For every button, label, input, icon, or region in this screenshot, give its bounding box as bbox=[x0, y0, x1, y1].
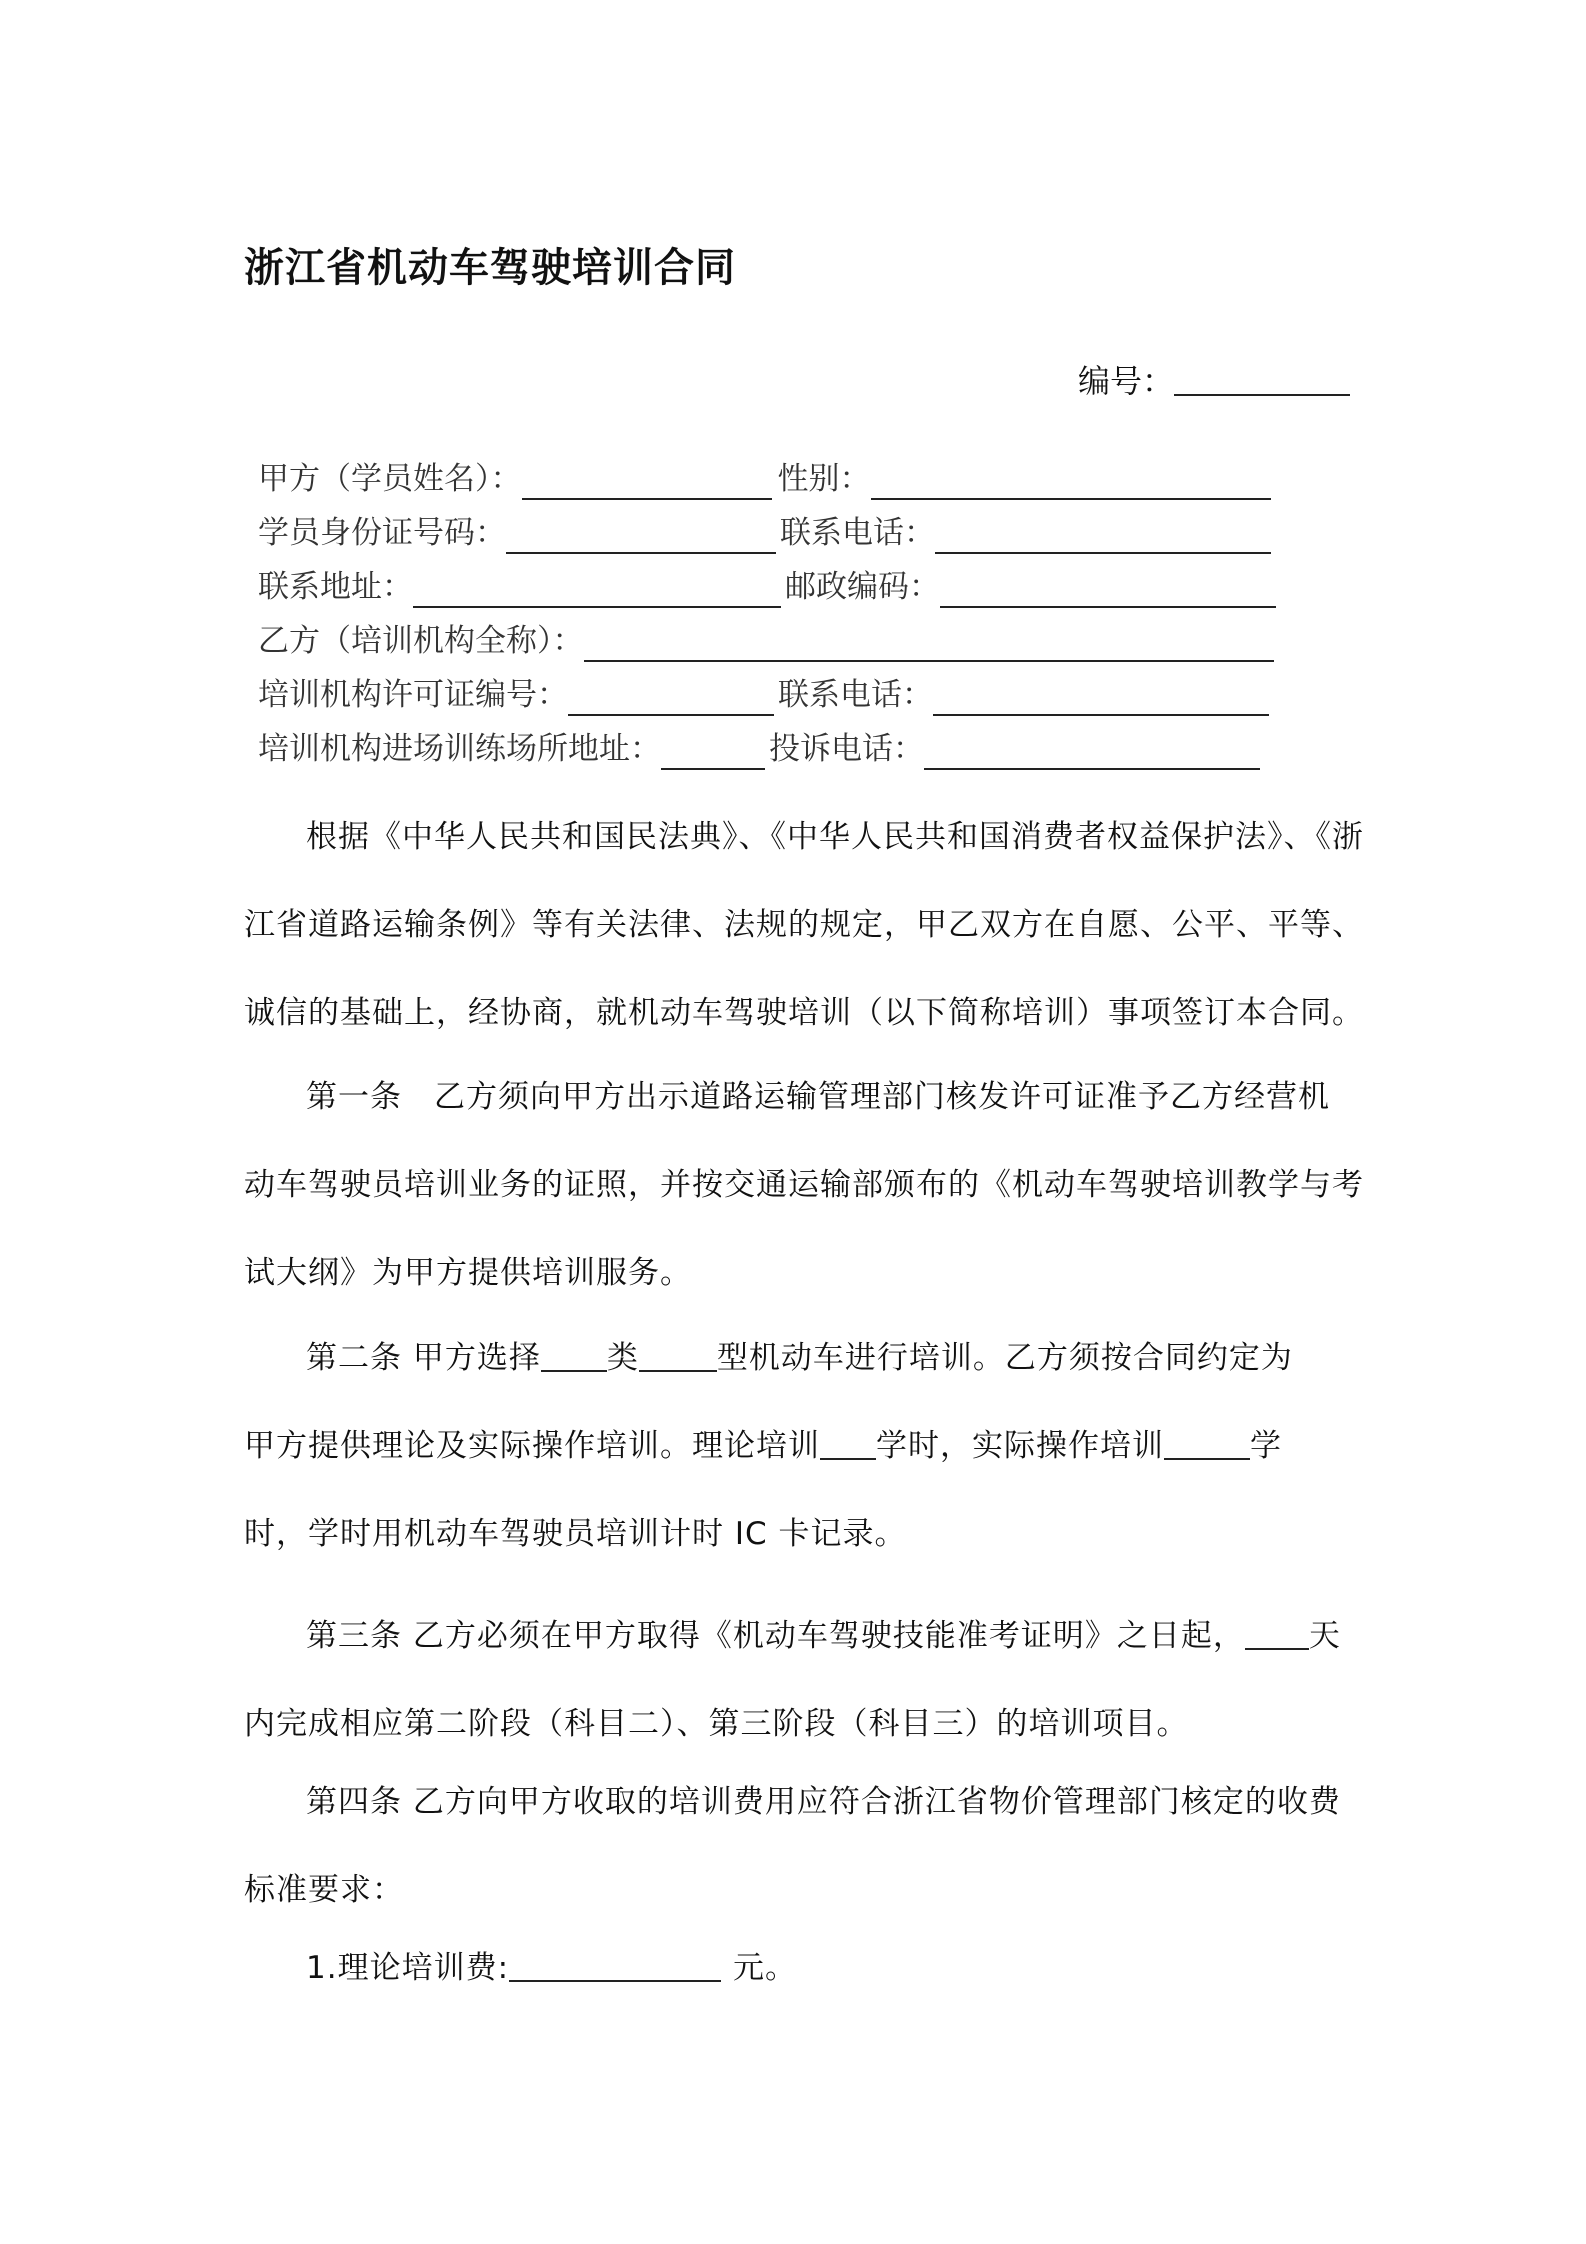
article-2-line: 时，学时用机动车驾驶员培训计时 IC 卡记录。 bbox=[244, 1516, 907, 1552]
document-title: 浙江省机动车驾驶培训合同 bbox=[244, 245, 736, 291]
theory-fee-blank[interactable] bbox=[509, 1949, 721, 1982]
article-2-text: 学 bbox=[1250, 1428, 1282, 1464]
article-1 bbox=[244, 1053, 1364, 1317]
vehicle-type-blank[interactable] bbox=[639, 1339, 717, 1372]
fee-item-1 bbox=[244, 1924, 1354, 2012]
article-1-line: 动车驾驶员培训业务的证照，并按交通运输部颁布的《机动车驾驶培训教学与考 bbox=[244, 1167, 1364, 1203]
article-2-line bbox=[244, 1402, 1354, 1490]
article-2-text: 甲方提供理论及实际操作培训。理论培训 bbox=[244, 1428, 820, 1464]
article-1-line: 试大纲》为甲方提供培训服务。 bbox=[244, 1255, 692, 1291]
postcode-label: 邮政编码： bbox=[785, 569, 940, 605]
party-b-name-label: 乙方（培训机构全称）： bbox=[258, 623, 584, 659]
phone-b-field[interactable] bbox=[933, 680, 1269, 716]
article-2-text: 型机动车进行培训。乙方须按合同约定为 bbox=[716, 1340, 1293, 1376]
article-2 bbox=[244, 1314, 1354, 1578]
preamble-line: 江省道路运输条例》等有关法律、法规的规定，甲乙双方在自愿、公平、平等、 bbox=[244, 907, 1364, 943]
form-row bbox=[258, 668, 1276, 722]
address-field[interactable] bbox=[413, 572, 781, 608]
training-site-label: 培训机构进场训练场所地址： bbox=[258, 731, 661, 767]
article-3 bbox=[244, 1592, 1354, 1768]
party-b-name-field[interactable] bbox=[584, 626, 1274, 662]
form-row bbox=[258, 722, 1276, 776]
phone-b-label: 联系电话： bbox=[778, 677, 933, 713]
practical-hours-blank[interactable] bbox=[1164, 1427, 1250, 1460]
contract-number-label: 编号： bbox=[1078, 362, 1175, 400]
article-3-text: 第三条 乙方必须在甲方取得《机动车驾驶技能准考证明》之日起， bbox=[306, 1618, 1245, 1654]
contract-number-blank[interactable] bbox=[1174, 362, 1350, 396]
article-2-line bbox=[244, 1314, 1354, 1402]
currency-unit: 元。 bbox=[733, 1950, 798, 1986]
fee-line bbox=[244, 1924, 1354, 2012]
article-3-line bbox=[244, 1592, 1354, 1680]
complaint-phone-label: 投诉电话： bbox=[769, 731, 924, 767]
vehicle-class-blank[interactable] bbox=[541, 1339, 607, 1372]
address-label: 联系地址： bbox=[258, 569, 413, 605]
party-a-name-field[interactable] bbox=[522, 464, 772, 500]
contract-number bbox=[1078, 356, 1350, 402]
party-info-form bbox=[258, 452, 1276, 776]
preamble-line: 根据《中华人民共和国民法典》、《中华人民共和国消费者权益保护法》、《浙 bbox=[306, 819, 1364, 855]
training-site-field[interactable] bbox=[661, 734, 765, 770]
article-2-text: 学时，实际操作培训 bbox=[876, 1428, 1164, 1464]
article-4-line: 第四条 乙方向甲方收取的培训费用应符合浙江省物价管理部门核定的收费 bbox=[306, 1784, 1341, 1820]
form-row bbox=[258, 506, 1276, 560]
days-blank[interactable] bbox=[1245, 1617, 1309, 1650]
license-no-field[interactable] bbox=[568, 680, 774, 716]
postcode-field[interactable] bbox=[940, 572, 1276, 608]
phone-a-field[interactable] bbox=[935, 518, 1271, 554]
article-4 bbox=[244, 1758, 1354, 1934]
complaint-phone-field[interactable] bbox=[924, 734, 1260, 770]
article-3-line: 内完成相应第二阶段（科目二）、第三阶段（科目三）的培训项目。 bbox=[244, 1706, 1189, 1742]
license-no-label: 培训机构许可证编号： bbox=[258, 677, 568, 713]
article-3-text: 天 bbox=[1308, 1618, 1341, 1654]
form-row bbox=[258, 560, 1276, 614]
gender-field[interactable] bbox=[871, 464, 1271, 500]
article-2-text: 第二条 甲方选择 bbox=[306, 1340, 541, 1376]
article-4-line: 标准要求： bbox=[244, 1872, 404, 1908]
theory-hours-blank[interactable] bbox=[820, 1427, 876, 1460]
preamble bbox=[244, 793, 1364, 1057]
phone-a-label: 联系电话： bbox=[780, 515, 935, 551]
party-a-name-label: 甲方（学员姓名）： bbox=[258, 461, 522, 497]
article-1-line: 第一条 乙方须向甲方出示道路运输管理部门核发许可证准予乙方经营机 bbox=[306, 1079, 1330, 1115]
theory-fee-label: 1.理论培训费: bbox=[306, 1950, 510, 1986]
gender-label: 性别： bbox=[777, 461, 871, 497]
preamble-line: 诚信的基础上，经协商，就机动车驾驶培训（以下简称培训）事项签订本合同。 bbox=[244, 995, 1364, 1031]
article-2-text: 类 bbox=[606, 1340, 639, 1376]
form-row bbox=[258, 614, 1276, 668]
id-number-field[interactable] bbox=[506, 518, 776, 554]
form-row bbox=[258, 452, 1276, 506]
id-number-label: 学员身份证号码： bbox=[258, 515, 506, 551]
